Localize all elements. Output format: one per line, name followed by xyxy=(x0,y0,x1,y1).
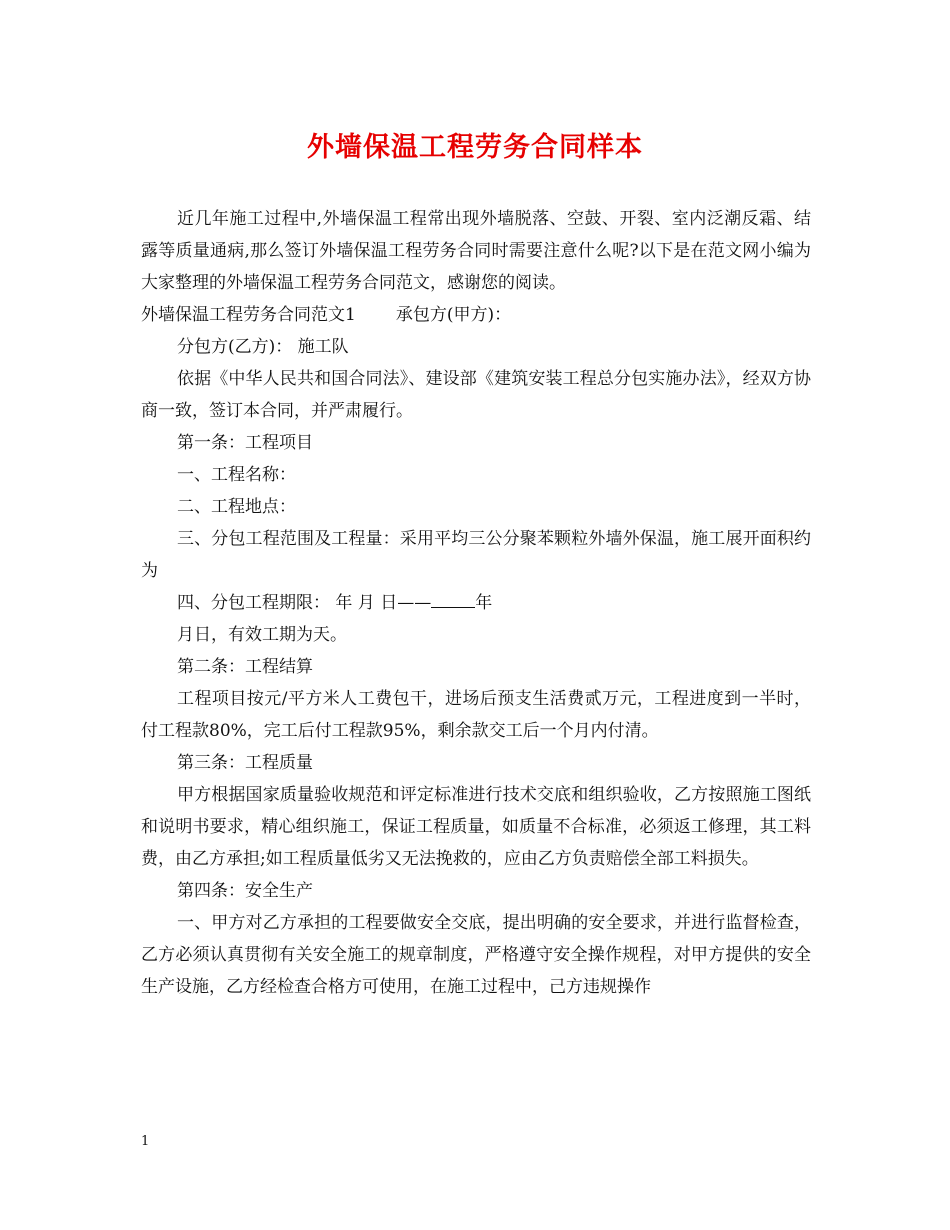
article-1-heading: 第一条：工程项目 xyxy=(177,433,313,453)
article-1-item-3: 三、分包工程范围及工程量：采用平均三公分聚苯颗粒外墙外保温，施工展开面积约为 xyxy=(141,529,811,581)
article-1-item-1: 一、工程名称： xyxy=(177,465,296,485)
sample-heading: 外墙保温工程劳务合同范文1 xyxy=(141,305,356,325)
basis-paragraph: 依据《中华人民共和国合同法》、建设部《建筑安装工程总分包实施办法》，经双方协商一致，签订本合同，并严肃履行。 xyxy=(141,369,811,421)
article-4-heading: 第四条：安全生产 xyxy=(177,881,313,901)
blank-underline xyxy=(431,589,475,608)
article-1-item-4 xyxy=(141,587,811,619)
sample-heading-line xyxy=(141,299,811,331)
document-title: 外墙保温工程劳务合同样本 xyxy=(307,132,643,163)
article-3-text: 甲方根据国家质量验收规范和评定标准进行技术交底和组织验收，乙方按照施工图纸和说明书要求，精心组织施工，保证工程质量，如质量不合标准，必须返工修理，其工料费，由乙方承担;如工程质量低劣又无法挽救的，应由乙方负责赔偿全部工料损失。 xyxy=(141,785,811,869)
party-a-line: 承包方(甲方)： xyxy=(395,305,512,325)
article-1-item-4-end: 月日，有效工期为天。 xyxy=(177,625,347,645)
party-b-line: 分包方(乙方)： 施工队 xyxy=(177,337,349,357)
article-1-item-4-year: 年 xyxy=(475,593,493,613)
article-2-heading: 第二条：工程结算 xyxy=(177,657,313,677)
page-number: 1 xyxy=(141,1134,150,1149)
article-3-heading: 第三条：工程质量 xyxy=(177,753,313,773)
article-1-item-4-start: 四、分包工程期限： 年 月 日—— xyxy=(177,593,432,613)
intro-paragraph: 近几年施工过程中,外墙保温工程常出现外墙脱落、空鼓、开裂、室内泛潮反霜、结露等质量通病,那么签订外墙保温工程劳务合同时需要注意什么呢?以下是在范文网小编为大家整理的外墙保温工程劳务合同范文，感谢您的阅读。 xyxy=(141,209,811,293)
document-body xyxy=(141,203,811,1003)
article-4-item-1: 一、甲方对乙方承担的工程要做安全交底，提出明确的安全要求，并进行监督检查，乙方必须认真贯彻有关安全施工的规章制度，严格遵守安全操作规程，对甲方提供的安全生产设施，乙方经检查合格方可使用，在施工过程中，己方违规操作 xyxy=(141,913,811,997)
article-2-text: 工程项目按元/平方米人工费包干，进场后预支生活费贰万元，工程进度到一半时，付工程款80%，完工后付工程款95%，剩余款交工后一个月内付清。 xyxy=(141,689,811,741)
article-1-item-2: 二、工程地点： xyxy=(177,497,296,517)
